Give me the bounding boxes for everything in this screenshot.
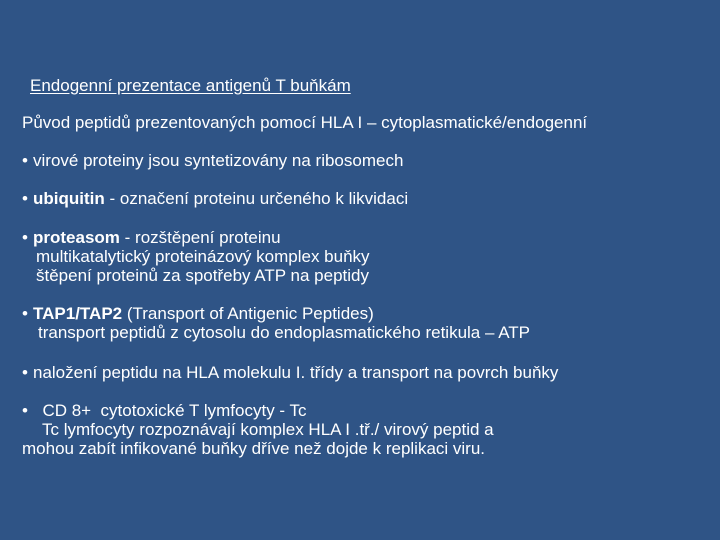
bullet-item-text: CD 8+ cytotoxické T lymfocyty - Tc (33, 401, 307, 420)
slide-title (22, 76, 351, 96)
bullet-icon: • (22, 363, 28, 382)
bullet-item-6 (22, 401, 307, 421)
bullet-icon: • (22, 304, 28, 323)
bullet-item-text: virové proteiny jsou syntetizovány na ribosomech (33, 151, 404, 170)
bullet-item-lead: ubiquitin (33, 189, 105, 208)
bullet-item-1 (22, 151, 403, 171)
bullet-item-lead: TAP1/TAP2 (33, 304, 123, 323)
bullet-item-3 (22, 228, 281, 248)
bullet-item-text: naložení peptidu na HLA molekulu I. třídy a transport na povrch buňky (33, 363, 559, 382)
bullet-item-4 (22, 304, 374, 324)
bullet-icon: • (22, 401, 28, 420)
bullet-item-lead: proteasom (33, 228, 120, 247)
bullet-item-4-continuation-1: transport peptidů z cytosolu do endoplasmatického retikula – ATP (38, 323, 531, 342)
bullet-item-3-continuation-2: štěpení proteinů za spotřeby ATP na peptidy (36, 266, 369, 285)
bullet-icon: • (22, 151, 28, 170)
slide-subtitle: Původ peptidů prezentovaných pomocí HLA I – cytoplasmatické/endogenní (22, 113, 588, 132)
bullet-item-2 (22, 189, 408, 209)
bullet-icon: • (22, 228, 28, 247)
bullet-item-text: (Transport of Antigenic Peptides) (122, 304, 374, 323)
slide-title-text: Endogenní prezentace antigenů T buňkám (30, 76, 351, 95)
bullet-item-text: - označení proteinu určeného k likvidaci (104, 189, 409, 208)
bullet-icon: • (22, 189, 28, 208)
bullet-item-6-continuation-2: mohou zabít infikované buňky dříve než dojde k replikaci viru. (22, 439, 486, 458)
bullet-item-6-continuation-1: Tc lymfocyty rozpoznávají komplex HLA I .tř./ virový peptid a (42, 420, 494, 439)
bullet-item-text: - rozštěpení proteinu (119, 228, 281, 247)
bullet-item-5 (22, 363, 558, 383)
bullet-item-3-continuation-1: multikatalytický proteinázový komplex buňky (36, 247, 370, 266)
